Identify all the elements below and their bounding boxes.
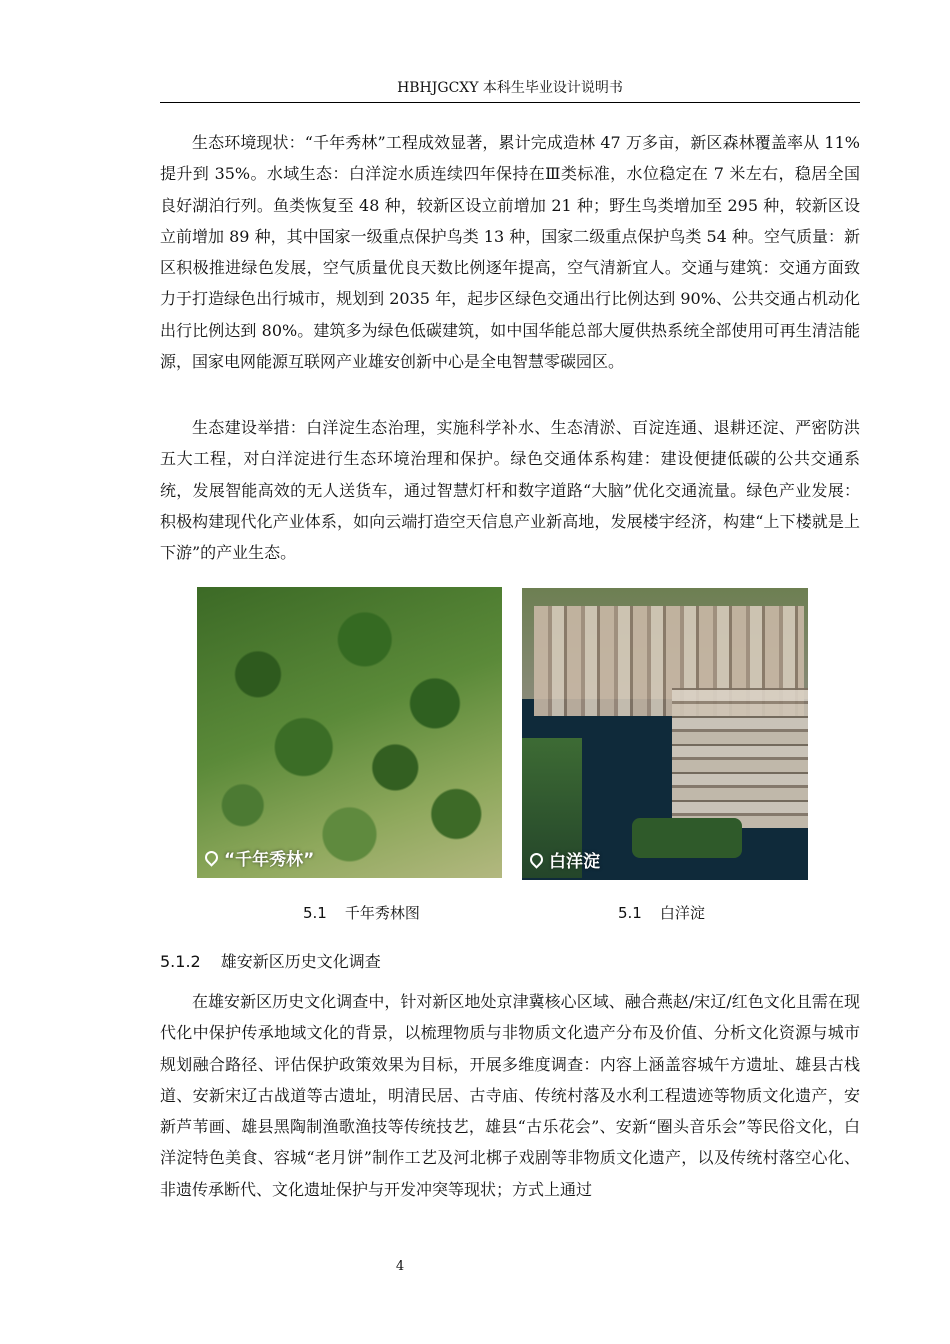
lake-caption [618, 902, 705, 923]
paragraph-ecological-status: 生态环境现状：“千年秀林”工程成效显著，累计完成造林 47 万多亩，新区森林覆盖率从 11%提升到 35%。水域生态：白洋淀水质连续四年保持在Ⅲ类标准，水位稳定在 7 米左右，稳居全国良好湖泊行列。鱼类恢复至 48 种，较新区设立前增加 21 种；野生鸟类增加至 295 种，较新区设立前增加 89 种，其中国家一级重点保护鸟类 13 种，国家二级重点保护鸟类 54 种。空气质量：新区积极推进绿色发展，空气质量优良天数比例逐年提高，空气清新宜人。交通与建筑：交通方面致力于打造绿色出行城市，规划到 2035 年，起步区绿色交通出行比例达到 90%、公共交通占机动化出行比例达到 80%。建筑多为绿色低碳建筑，如中国华能总部大厦供热系统全部使用可再生清洁能源，国家电网能源互联网产业雄安创新中心是全电智慧零碳园区。 [160, 133, 860, 372]
section-heading [160, 949, 381, 972]
lake-reeds [632, 818, 742, 858]
forest-label-text: “千年秀林” [224, 850, 315, 870]
lake-label-text: 白洋淀 [549, 852, 600, 872]
paragraph-ecological-measures: 生态建设举措：白洋淀生态治理，实施科学补水、生态清淤、百淀连通、退耕还淀、严密防洪五大工程，对白洋淀进行生态环境治理和保护。绿色交通体系构建：建设便捷低碳的公共交通系统，发展智能高效的无人送货车，通过智慧灯杆和数字道路“大脑”优化交通流量。绿色产业发展：积极构建现代化产业体系，如向云端打造空天信息产业新高地，发展楼宇经济，构建“上下楼就是上下游”的产业生态。 [160, 418, 860, 563]
lake-photo [522, 588, 808, 880]
paragraph-history-culture: 在雄安新区历史文化调查中，针对新区地处京津冀核心区域、融合燕赵/宋辽/红色文化且需在现代化中保护传承地域文化的背景，以梳理物质与非物质文化遗产分布及价值、分析文化资源与城市规划融合路径、评估保护政策效果为目标，开展多维度调查：内容上涵盖容城午方遗址、雄县古栈道、安新宋辽古战道等古遗址，明清民居、古寺庙、传统村落及水利工程遗迹等物质文化遗产，安新芦苇画、雄县黑陶制渔歌渔技等传统技艺，雄县“古乐花会”、安新“圈头音乐会”等民俗文化，白洋淀特色美食、容城“老月饼”制作工艺及河北梆子戏剧等非物质文化遗产，以及传统村落空心化、非遗传承断代、文化遗址保护与开发冲突等现状；方式上通过 [160, 992, 860, 1199]
caption-number: 5.1 [618, 904, 642, 922]
forest-photo [197, 587, 502, 878]
caption-text: 千年秀林图 [344, 904, 420, 922]
caption-number: 5.1 [303, 904, 327, 922]
location-pin-icon [527, 850, 545, 868]
forest-caption [303, 902, 420, 923]
forest-photo-label [205, 845, 314, 870]
page-number: 4 [395, 1259, 405, 1274]
page-header [160, 74, 860, 103]
header-title: HBHJGCXY 本科生毕业设计说明书 [397, 80, 623, 96]
lake-village-area-2 [672, 688, 808, 828]
lake-photo-label [530, 847, 600, 872]
section-title: 雄安新区历史文化调查 [220, 952, 381, 971]
caption-text: 白洋淀 [659, 904, 705, 922]
location-pin-icon [202, 848, 220, 866]
section-number: 5.1.2 [160, 952, 201, 971]
